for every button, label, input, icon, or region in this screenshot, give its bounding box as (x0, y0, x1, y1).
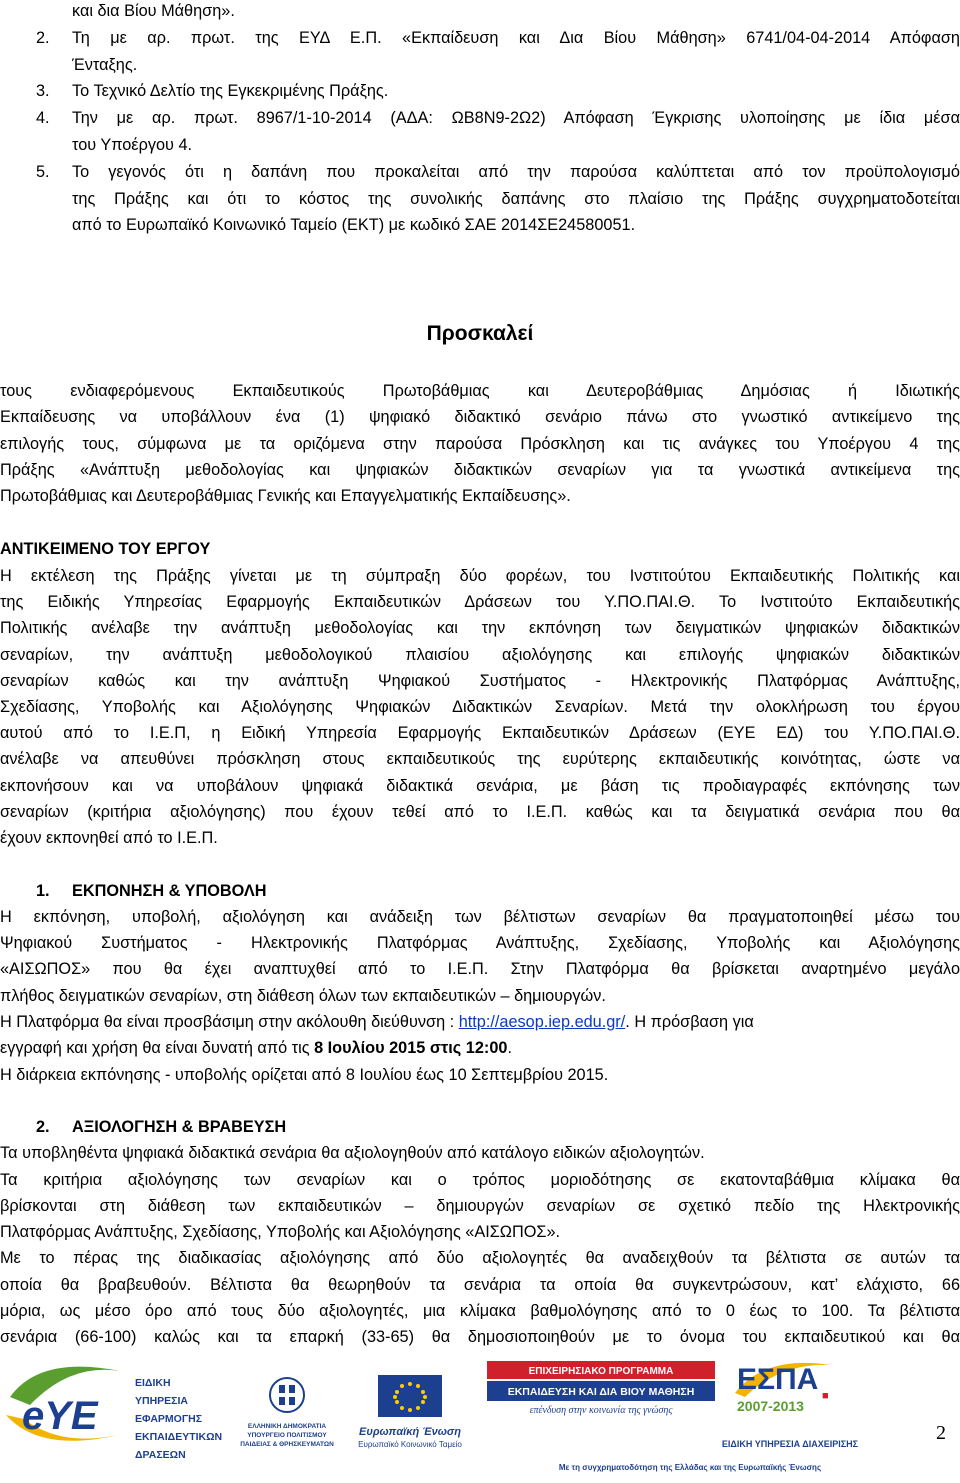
espa-logo (722, 1363, 859, 1449)
section-2-line: Με το πέρας της διαδικασίας αξιολόγησης από δύο αξιολογητές θα αναδειχθούν τα βέλτιστα σε αυτών τα (0, 1249, 960, 1267)
section-1-line: Ψηφιακού Συστήματος - Ηλεκτρονικής Πλατφόρμας Ανάπτυξης, Σχεδίασης, Υποβολής και Αξιολόγησης (0, 934, 960, 952)
section-2-line: σενάρια (66-100) καλώς και τα επαρκή (33-65) θα δημοσιοποιηθούν με το όνομα του εκπαιδευτικού και θα (0, 1328, 960, 1346)
section-2-number: 2. (36, 1118, 50, 1136)
programme-logo (487, 1361, 715, 1416)
section-2-line: βρίσκονται στη διάθεση των εκπαιδευτικών – δημιουργών σεναρίων σε σχετικό πεδίο της Ηλεκτρονικής (0, 1197, 960, 1215)
page-number: 2 (936, 1422, 946, 1444)
object-line: Η εκτέλεση της Πράξης γίνεται με τη σύμπραξη δύο φορέων, του Ινστιτούτου Εκπαιδευτικής Πολιτικής και (0, 567, 960, 585)
eye-text-line: ΕΚΠΑΙΔΕΥΤΙΚΩΝ (135, 1431, 223, 1443)
object-line: της Ειδικής Υπηρεσίας Εφαρμογής Εκπαιδευτικών Δράσεων του Υ.ΠΟ.ΠΑΙ.Θ. Το Ινστιτούτο Εκπαιδευτικής (0, 593, 960, 611)
section-1-line: «ΑΙΣΩΠΟΣ» που θα έχει αναπτυχθεί από το Ι.Ε.Π. Στην Πλατφόρμα θα βρίσκεται αναρτημένο μεγάλο (0, 960, 960, 978)
list-item-4-cont: του Υποέργου 4. (72, 136, 193, 154)
invite-paragraph-line: Εκπαίδευσης να υποβάλλουν ένα (1) ψηφιακό διδακτικό σενάριο πάνω στο γνωστικό αντικείμενο της (0, 408, 960, 426)
invite-heading: Προσκαλεί (426, 322, 534, 345)
object-line: αυτού από το Ι.Ε.Π, η Ειδική Υπηρεσία Εφαρμογής Εκπαιδευτικών Δράσεων (ΕΥΕ ΕΔ) του Υ.ΠΟ.ΠΑΙ.Θ. (0, 724, 960, 742)
list-item-5-cont2: από το Ευρωπαϊκό Κοινωνικό Ταμείο (ΕΚΤ) με κωδικό ΣΑΕ 2014ΣΕ24580051. (72, 216, 636, 234)
object-line: ανέλαβε να απευθύνει πρόσκληση στους εκπαιδευτικούς της ευρύτερης εκπαιδευτικής κοινότητας, ώστε να (0, 750, 960, 768)
section-2-heading: ΑΞΙΟΛΟΓΗΣΗ & ΒΡΑΒΕΥΣΗ (72, 1118, 287, 1136)
object-line: Πολιτικής ανέλαβε την ανάπτυξη μεθοδολογίας και την εκπόνηση των δειγματικών ψηφιακών διδακτικών (0, 619, 960, 637)
section-1-heading: ΕΚΠΟΝΗΣΗ & ΥΠΟΒΟΛΗ (72, 882, 267, 900)
date-line-prefix: εγγραφή και χρήση θα είναι δυνατή από τις (0, 1039, 315, 1057)
date-line-suffix: . (507, 1039, 512, 1057)
ministry-text-line: ΕΛΛΗΝΙΚΗ ΔΗΜΟΚΡΑΤΙΑ (247, 1423, 327, 1430)
section-1-line: Η διάρκεια εκπόνησης - υποβολής ορίζεται από 8 Ιουλίου έως 10 Σεπτεμβρίου 2015. (0, 1066, 609, 1084)
footer-logo-svg (0, 1335, 960, 1478)
url-line-prefix: Η Πλατφόρμα θα είναι προσβάσιμη στην ακόλουθη διεύθυνση : (0, 1013, 459, 1031)
programme-text-line: επένδυση στην κοινωνία της γνώσης (529, 1405, 673, 1416)
section-1-line: πλήθος δειγματικών σεναρίων, στη διάθεση όλων των εκπαιδευτικών – δημιουργών. (0, 987, 606, 1005)
emblem-cross-h (279, 1393, 295, 1397)
section-1-date-line (0, 1037, 960, 1059)
section-2-line: μόρια, ως μέσο όρο από τους δύο αξιολογητές, μια κλίμακα βαθμολόγησης από το 0 έως το 100. Τα βέλτιστα (0, 1302, 960, 1320)
section-2-line: Τα κριτήρια αξιολόγησης των σεναρίων και ο τρόπος μοριοδότησης σε εκατονταβάθμια κλίμακα θα (0, 1171, 960, 1189)
list-item-5: Το γεγονός ότι η δαπάνη που προκαλείται από την παρούσα καλύπτεται από τον προϋπολογισμό (72, 163, 960, 181)
list-item-3: Το Τεχνικό Δελτίο της Εγκεκριμένης Πράξης. (72, 82, 389, 100)
list-item-5-cont: της Πράξης και ότι το κόστος της συνολικής δαπάνης στο πλαίσιο της Πράξης συγχρηματοδοτείται (72, 190, 960, 208)
list-item-4: Την με αρ. πρωτ. 8967/1-10-2014 (ΑΔΑ: ΩΒ8Ν9-2Ω2) Απόφαση Έγκρισης υλοποίησης με ίδια μέσα (72, 109, 960, 127)
section-1-url-line (0, 1011, 960, 1033)
object-line: σεναρίων καθώς και την ανάπτυξη Ψηφιακού Συστήματος - Ηλεκτρονικής Πλατφόρμας Ανάπτυξης, (0, 672, 960, 690)
programme-text-line: ΕΚΠΑΙΔΕΥΣΗ ΚΑΙ ΔΙΑ ΒΙΟΥ ΜΑΘΗΣΗ (507, 1386, 695, 1398)
greek-emblem (240, 1378, 334, 1448)
invite-paragraph-line: τους ενδιαφερόμενους Εκπαιδευτικούς Πρωτοβάθμιας και Δευτεροβάθμιας Δημόσιας ή Ιδιωτικής (0, 382, 960, 400)
section-1-number: 1. (36, 882, 50, 900)
object-line: σεναρίων (κριτήρια αξιολόγησης) που έχουν τεθεί από το Ι.Ε.Π. καθώς και τα δειγματικά σενάρια που θα (0, 803, 960, 821)
eu-logo (358, 1375, 462, 1449)
list-item-1-tail: και δια Βίου Μάθηση». (72, 2, 235, 20)
eu-text-line: Ευρωπαϊκό Κοινωνικό Ταμείο (358, 1440, 462, 1449)
list-number-3: 3. (36, 82, 50, 100)
platform-link[interactable]: http://aesop.iep.edu.gr/ (458, 1013, 626, 1031)
eye-text-line: ΕΙΔΙΚΗ (135, 1377, 171, 1389)
invite-paragraph-line: Πράξης «Ανάπτυξη μεθοδολογίας και ψηφιακών διδακτικών σεναρίων για τα γνωστικά αντικείμενα της (0, 461, 960, 479)
object-line: σεναρίων, την ανάπτυξη μεθοδολογικού πλαισίου αξιολόγησης και επιλογής ψηφιακών διδακτικών (0, 646, 960, 664)
ministry-text-line: ΠΑΙΔΕΙΑΣ & ΘΡΗΣΚΕΥΜΑΤΩΝ (240, 1441, 334, 1448)
section-1-line: Η εκπόνηση, υποβολή, αξιολόγηση και ανάδειξη των βέλτιστων σεναρίων θα πραγματοποιηθεί μέσω του (0, 908, 960, 926)
list-number-2: 2. (36, 29, 50, 47)
section-2-line: Πλατφόρμας Ανάπτυξης, Σχεδίασης, Υποβολής και Αξιολόγησης «ΑΙΣΩΠΟΣ». (0, 1223, 561, 1241)
list-item-2-cont: Ένταξης. (72, 56, 138, 74)
cofund-text: Με τη συγχρηματοδότηση της Ελλάδας και της Ευρωπαϊκής Ένωσης (558, 1463, 822, 1472)
eye-text-line: ΥΠΗΡΕΣΙΑ (135, 1395, 188, 1407)
eye-logo (6, 1367, 222, 1461)
invite-paragraph-line: Πρωτοβάθμιας και Δευτεροβάθμιας Γενικής και Επαγγελματικής Εκπαίδευσης». (0, 487, 571, 505)
list-number-5: 5. (36, 163, 50, 181)
espa-subtext: ΕΙΔΙΚΗ ΥΠΗΡΕΣΙΑ ΔΙΑΧΕΙΡΙΣΗΣ (721, 1439, 859, 1449)
espa-years: 2007-2013 (737, 1398, 804, 1414)
ministry-text-line: ΥΠΟΥΡΓΕΙΟ ΠΟΛΙΤΙΣΜΟΥ (247, 1432, 327, 1439)
greece-flag-icon: ■ (822, 1390, 829, 1402)
object-line: εκπονήσουν και να υποβάλουν ψηφιακά διδακτικά σενάρια, με βάση τις προδιαγραφές εκπόνησης των (0, 777, 960, 795)
url-line-suffix: . Η πρόσβαση για (625, 1013, 754, 1031)
object-heading: ΑΝΤΙΚΕΙΜΕΝΟ ΤΟΥ ΕΡΓΟΥ (0, 540, 211, 558)
object-line: έχουν εκπονηθεί από το Ι.Ε.Π. (0, 829, 218, 847)
section-2-line: Τα υποβληθέντα ψηφιακά διδακτικά σενάρια θα αξιολογηθούν από κατάλογο ειδικών αξιολογητών. (0, 1144, 705, 1162)
eye-text-line: ΕΦΑΡΜΟΓΗΣ (135, 1413, 203, 1425)
eye-logo-text: eYE (22, 1394, 98, 1438)
start-date: 8 Ιουλίου 2015 στις 12:00 (314, 1039, 508, 1057)
eu-text-line: Ευρωπαϊκή Ένωση (359, 1426, 461, 1438)
eye-text-line: ΔΡΑΣΕΩΝ (135, 1449, 186, 1461)
list-number-4: 4. (36, 109, 50, 127)
programme-text-line: ΕΠΙΧΕΙΡΗΣΙΑΚΟ ΠΡΟΓΡΑΜΜΑ (528, 1366, 674, 1377)
object-line: Σχεδίασης, Υποβολής και Αξιολόγησης Ψηφιακών Διδακτικών Σεναρίων. Μετά την ολοκλήρωση του έργου (0, 698, 960, 716)
section-2-line: οποία θα βραβευθούν. Βέλτιστα θα θεωρηθούν τα σενάρια τα οποία θα συγκεντρώσουν, κατ’ ελάχιστο, 66 (0, 1276, 960, 1294)
footer-logos (0, 1335, 960, 1478)
espa-logo-text: ΕΣΠΑ (737, 1363, 819, 1396)
list-item-2: Τη με αρ. πρωτ. της ΕΥΔ Ε.Π. «Εκπαίδευση και Δια Βίου Μάθηση» 6741/04-04-2014 Απόφαση (72, 29, 960, 47)
invite-paragraph-line: επιλογής τους, σύμφωνα με τα οριζόμενα στην παρούσα Πρόσκληση και τις ανάγκες του Υποέργου 4 της (0, 435, 960, 453)
